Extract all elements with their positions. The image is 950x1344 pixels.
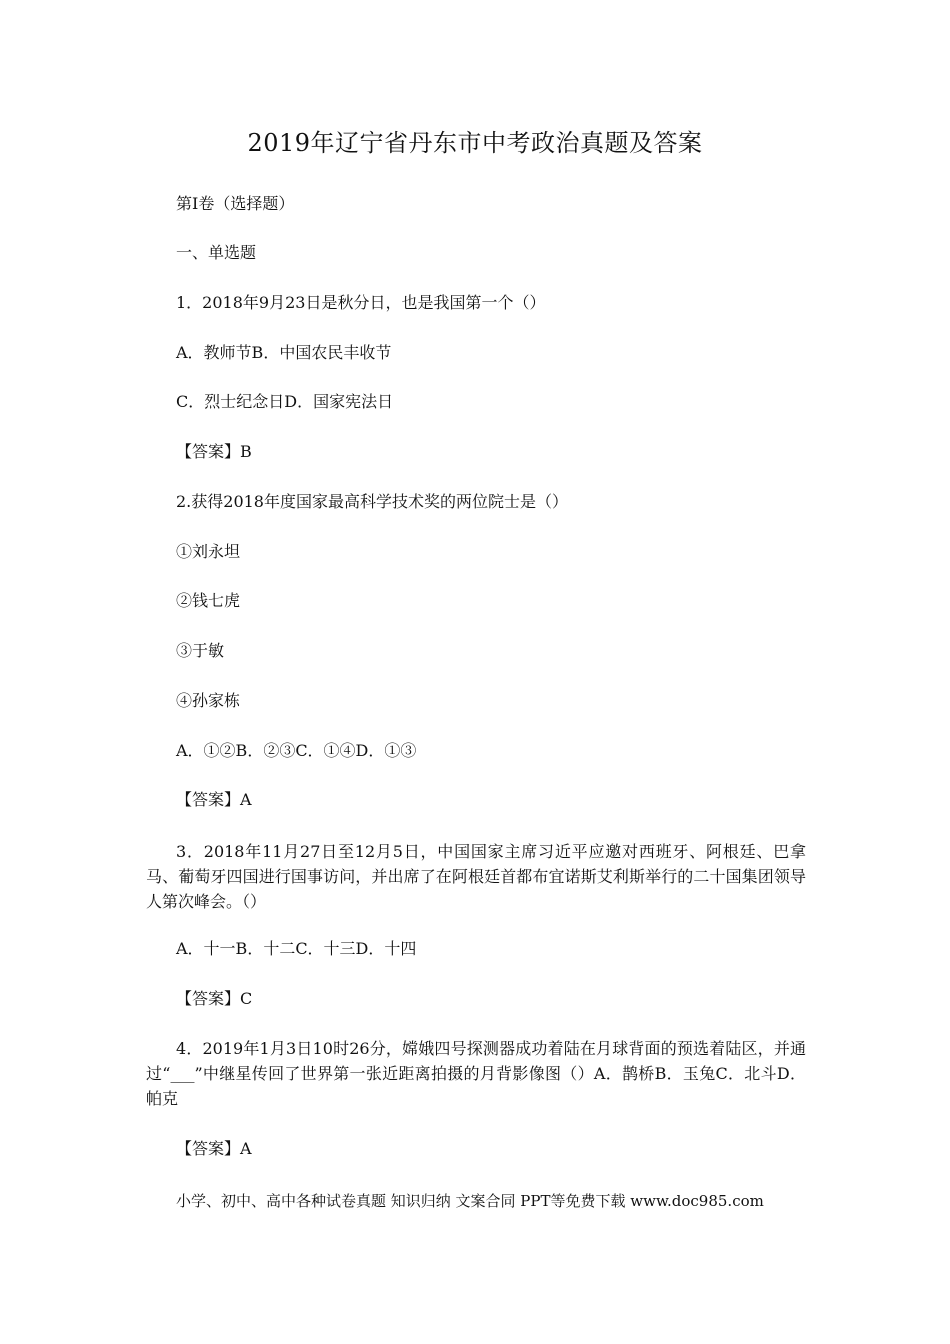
question-2-options: A．①②B．②③C．①④D．①③: [176, 741, 417, 760]
question-2-item-1: ①刘永坦: [176, 542, 241, 561]
section-volume-heading: 第Ⅰ卷（选择题）: [176, 194, 295, 213]
page-footer: 小学、初中、高中各种试卷真题 知识归纳 文案合同 PPT等免费下载 www.doc985.com: [176, 1192, 764, 1210]
question-3-answer: 【答案】C: [176, 989, 253, 1008]
question-2-item-3: ③于敏: [176, 641, 225, 660]
question-2-stem: 2.获得2018年度国家最高科学技术奖的两位院士是（）: [176, 492, 568, 511]
question-1-answer: 【答案】B: [176, 442, 252, 461]
question-3-stem: 3．2018年11月27日至12月5日，中国国家主席习近平应邀对西班牙、阿根廷、巴拿马、葡萄牙四国进行国事访问，并出席了在阿根廷首都布宜诺斯艾利斯举行的二十国集团领导人第次峰会。（）: [146, 842, 806, 911]
question-2-item-2: ②钱七虎: [176, 591, 241, 610]
document-title: 2019年辽宁省丹东市中考政治真题及答案: [247, 129, 703, 157]
question-3-options: A．十一B．十二C．十三D．十四: [176, 939, 417, 958]
section-type-heading: 一、单选题: [176, 243, 257, 262]
question-1-options-ab: A．教师节B．中国农民丰收节: [176, 343, 392, 362]
question-4-stem: 4．2019年1月3日10时26分，嫦娥四号探测器成功着陆在月球背面的预选着陆区，并通过“___”中继星传回了世界第一张近距离拍摄的月背影像图（）A．鹊桥B．玉兔C．北斗D．帕克: [146, 1039, 806, 1108]
question-1-options-cd: C．烈士纪念日D．国家宪法日: [176, 392, 394, 411]
question-1-stem: 1．2018年9月23日是秋分日，也是我国第一个（）: [176, 293, 546, 312]
question-2-answer: 【答案】A: [176, 790, 252, 809]
question-4-answer: 【答案】A: [176, 1139, 252, 1158]
question-2-item-4: ④孙家栋: [176, 691, 241, 710]
